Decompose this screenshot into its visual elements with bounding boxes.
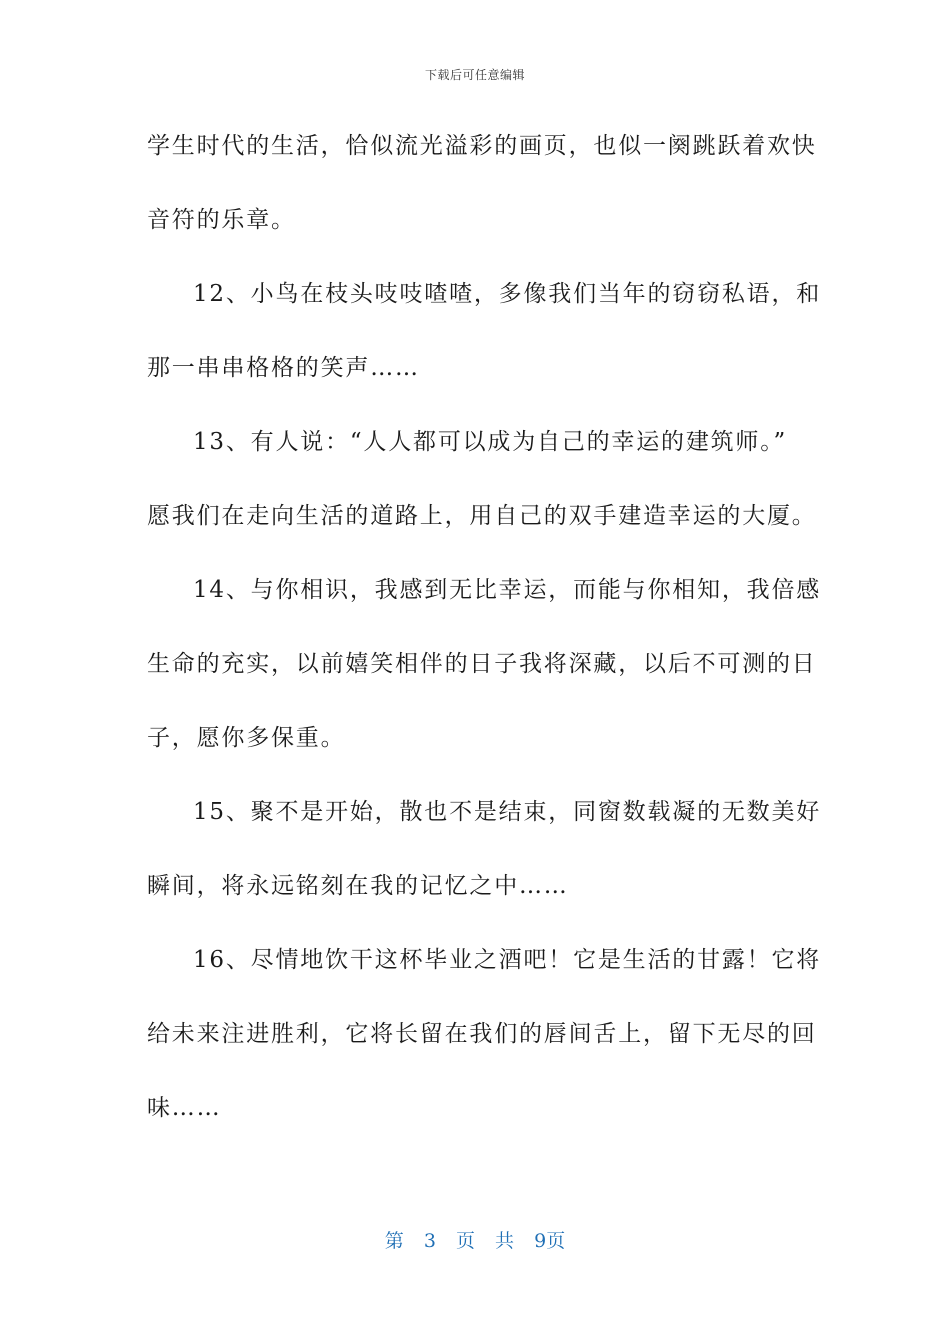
body-line: 生命的充实，以前嬉笑相伴的日子我将深藏，以后不可测的日 [147, 651, 817, 677]
body-line: 愿我们在走向生活的道路上，用自己的双手建造幸运的大厦。 [147, 503, 817, 529]
body-line: 学生时代的生活，恰似流光溢彩的画页，也似一阕跳跃着欢快 [147, 133, 817, 159]
body-line: 那一串串格格的笑声…… [147, 355, 420, 381]
body-line: 子，愿你多保重。 [147, 725, 346, 751]
body-line: 13、有人说：“人人都可以成为自己的幸运的建筑师。” [193, 429, 788, 455]
body-line: 16、尽情地饮干这杯毕业之酒吧！它是生活的甘露！它将 [193, 947, 822, 973]
page-footer [0, 1226, 950, 1253]
footer-page-current: 3 [423, 1230, 436, 1252]
body-line: 味…… [147, 1095, 222, 1121]
body-line: 14、与你相识，我感到无比幸运，而能与你相知，我倍感 [193, 577, 822, 603]
footer-page-total: 9页 [534, 1230, 566, 1252]
document-body [147, 118, 822, 1154]
body-line: 15、聚不是开始，散也不是结束，同窗数载凝的无数美好 [193, 799, 822, 825]
page-header: 下载后可任意编辑 [424, 68, 525, 82]
body-line: 音符的乐章。 [147, 207, 296, 233]
body-line: 给未来注进胜利，它将长留在我们的唇间舌上，留下无尽的回 [147, 1021, 817, 1047]
body-line: 瞬间，将永远铭刻在我的记忆之中…… [147, 873, 569, 899]
footer-label-di: 第 [384, 1230, 404, 1252]
footer-label-ye: 页 [455, 1230, 475, 1252]
footer-label-gong: 共 [495, 1230, 515, 1252]
body-line: 12、小鸟在枝头吱吱喳喳，多像我们当年的窃窃私语，和 [193, 281, 822, 307]
